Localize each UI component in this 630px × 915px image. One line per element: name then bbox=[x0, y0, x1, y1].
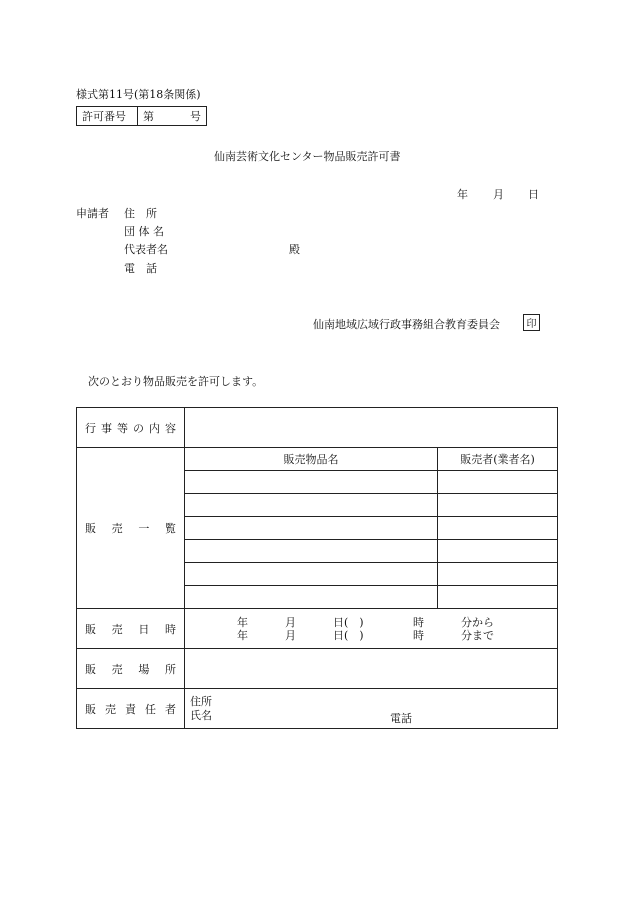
event-label: 行 事 等 の 内 容 bbox=[85, 421, 176, 435]
applicant-heading: 申請者 bbox=[76, 207, 109, 220]
date-month: 月 bbox=[493, 188, 504, 201]
manager-label bbox=[77, 689, 185, 729]
page-title: 仙南芸術文化センター物品販売許可書 bbox=[214, 150, 401, 163]
manager-phone-label: 電話 bbox=[390, 712, 412, 725]
sales-list-label bbox=[77, 448, 185, 609]
datetime-to-line: 年 月 日( ) 時 分まで bbox=[237, 628, 494, 642]
manager-field[interactable] bbox=[185, 689, 558, 729]
applicant-group-label: 団 体 名 bbox=[124, 225, 164, 238]
applicant-phone-label: 電 話 bbox=[124, 262, 157, 275]
event-content-field[interactable] bbox=[185, 408, 558, 448]
permit-number-box bbox=[76, 106, 207, 126]
sales-table bbox=[76, 407, 558, 729]
datetime-field[interactable] bbox=[185, 609, 558, 649]
item-cell[interactable] bbox=[185, 471, 438, 494]
applicant-address-label: 住 所 bbox=[124, 207, 157, 220]
seller-cell[interactable] bbox=[438, 471, 558, 494]
permit-number-field[interactable] bbox=[138, 107, 206, 125]
permit-number-label: 許可番号 bbox=[77, 107, 138, 125]
seller-cell[interactable] bbox=[438, 494, 558, 517]
item-cell[interactable] bbox=[185, 540, 438, 563]
applicant-rep-label: 代表者名 bbox=[124, 243, 168, 256]
permit-go: 号 bbox=[190, 110, 201, 123]
place-field[interactable] bbox=[185, 649, 558, 689]
event-label bbox=[77, 408, 185, 448]
datetime-from-line: 年 月 日( ) 時 分から bbox=[237, 615, 494, 629]
datetime-label: 販 売 日 時 bbox=[85, 622, 176, 636]
place-label: 販 売 場 所 bbox=[85, 662, 176, 676]
seller-cell[interactable] bbox=[438, 586, 558, 609]
issuer-name: 仙南地域広域行政事務組合教育委員会 bbox=[313, 318, 500, 331]
seller-cell[interactable] bbox=[438, 517, 558, 540]
seal-stamp: 印 bbox=[523, 314, 540, 331]
seller-cell[interactable] bbox=[438, 540, 558, 563]
item-cell[interactable] bbox=[185, 563, 438, 586]
permit-statement: 次のとおり物品販売を許可します。 bbox=[88, 375, 264, 388]
form-id: 様式第11号(第18条関係) bbox=[76, 88, 201, 101]
item-cell[interactable] bbox=[185, 586, 438, 609]
place-label bbox=[77, 649, 185, 689]
item-cell[interactable] bbox=[185, 494, 438, 517]
sales-list-label: 販 売 一 覧 bbox=[85, 522, 176, 535]
seller-cell[interactable] bbox=[438, 563, 558, 586]
manager-label: 販 売 責 任 者 bbox=[85, 702, 176, 716]
applicant-honorific: 殿 bbox=[289, 243, 300, 256]
permit-dai: 第 bbox=[143, 110, 154, 123]
manager-address-label: 住所 bbox=[190, 694, 212, 708]
item-cell[interactable] bbox=[185, 517, 438, 540]
manager-name-label: 氏名 bbox=[190, 708, 212, 722]
col-item-header: 販売物品名 bbox=[185, 448, 438, 471]
col-seller-header: 販売者(業者名) bbox=[438, 448, 558, 471]
date-day: 日 bbox=[528, 188, 539, 201]
datetime-label bbox=[77, 609, 185, 649]
date-year: 年 bbox=[457, 188, 468, 201]
